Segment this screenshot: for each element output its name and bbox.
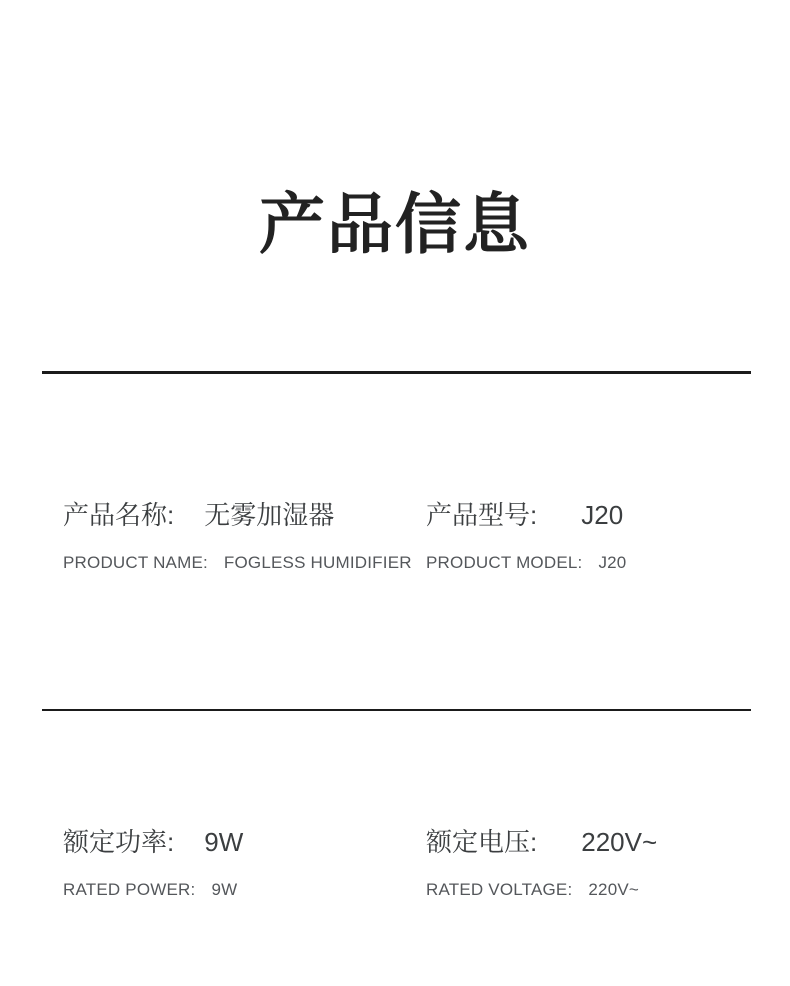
product-model-en-value: J20 — [598, 553, 627, 573]
spec-cn-line — [426, 500, 626, 531]
rated-voltage-en-value: 220V~ — [588, 880, 640, 900]
product-name-en-label: PRODUCT NAME: — [63, 553, 208, 573]
spec-en-line — [63, 553, 412, 573]
divider-top — [42, 371, 751, 374]
rated-power-cn-value: 9W — [204, 827, 244, 857]
rated-voltage-en-label: RATED VOLTAGE: — [426, 880, 573, 900]
spec-cn-line — [63, 827, 243, 858]
spec-cell-product-model — [426, 500, 626, 574]
spec-cell-rated-power — [63, 827, 243, 901]
product-name-en-value: FOGLESS HUMIDIFIER — [223, 553, 412, 573]
product-name-cn-value: 无雾加湿器 — [204, 500, 335, 530]
page-title: 产品信息 — [259, 187, 531, 261]
rated-voltage-cn-label: 额定电压: — [426, 827, 538, 857]
product-name-cn-label: 产品名称: — [63, 500, 175, 530]
spec-en-line — [426, 553, 626, 573]
product-model-en-label: PRODUCT MODEL: — [426, 553, 583, 573]
spec-cn-line — [426, 827, 657, 858]
spec-en-line — [426, 880, 657, 900]
product-model-cn-label: 产品型号: — [426, 500, 538, 530]
divider-bottom — [42, 709, 751, 711]
rated-power-cn-label: 额定功率: — [63, 827, 175, 857]
rated-voltage-cn-value: 220V~ — [581, 827, 658, 857]
spec-cell-rated-voltage — [426, 827, 657, 901]
spec-cell-product-name — [63, 500, 412, 574]
rated-power-en-label: RATED POWER: — [63, 880, 196, 900]
product-model-cn-value: J20 — [581, 500, 624, 530]
spec-cn-line — [63, 500, 412, 531]
rated-power-en-value: 9W — [211, 880, 238, 900]
spec-en-line — [63, 880, 243, 900]
